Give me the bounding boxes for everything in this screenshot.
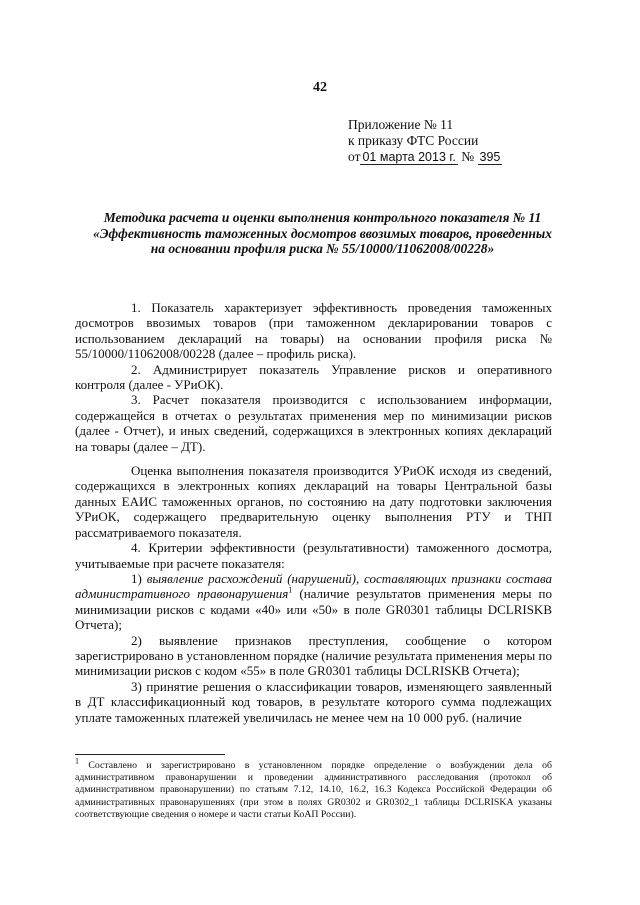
- paragraph-4: Оценка выполнения показателя производится УРиОК исходя из сведений, содержащихся в электронных копиях деклараций на товары Центральной базы данных ЕАИС таможенных органов, по состоянию на дату подготовки заключения УРиОК, содержащего предварительную оценку выполнения РТУ и ТНП рассматриваемого показателя.: [75, 463, 552, 540]
- order-date: 01 марта 2013 г.: [362, 150, 456, 164]
- order-number: 395: [479, 150, 501, 164]
- criterion-1-number: 1): [131, 570, 142, 586]
- paragraph-2: 2. Администрирует показатель Управление рисков и оперативного контроля (далее - УРиОК).: [75, 361, 552, 393]
- footnote-text: Составлено и зарегистрировано в установленном порядке определение о возбуждении дела об административном правонарушении и проведении административного расследования (протокол об административном правонарушении) по статьям 7.12, 14.10, 16.2, 16.3 Кодекса Российской Федерации об административных правонарушениях (при этом в полях GR0302 и GR0302_1 таблицы DCLRISKA указаны соответствующие сведения о номере и части статьи КоАП России).: [75, 760, 552, 820]
- criterion-1-rest: (наличие результатов применения меры по минимизации рисков с кодами «40» или «50» в поле GR0301 таблицы DCLRISKB Отчета);: [75, 586, 552, 633]
- title-line-1: Методика расчета и оценки выполнения контрольного показателя № 11: [103, 210, 542, 225]
- paragraph-3: 3. Расчет показателя производится с использованием информации, содержащейся в отчетах о результатах применения мер по минимизации рисков (далее - Отчет), и иных сведений, содержащихся в электронных копиях деклараций на товары (далее – ДТ).: [75, 392, 552, 454]
- footnote-ref: 1: [288, 585, 293, 595]
- paragraph-1: 1. Показатель характеризует эффективность проведения таможенных досмотров ввозимых товаров (при таможенном декларировании товаров с использованием деклараций на товары) на основании профиля риска № 55/10000/11062008/00228 (далее – профиль риска).: [75, 300, 552, 362]
- footnote: [75, 756, 552, 821]
- page-number: 42: [313, 80, 327, 95]
- appendix-order: к приказу ФТС России: [348, 133, 479, 148]
- appendix-block: [348, 117, 502, 165]
- criterion-3: 3) принятие решения о классификации товаров, изменяющего заявленный в ДТ классификационный код товаров, в результате которого сумма подлежащих уплате таможенных платежей увеличилась не менее чем на 10 000 руб. (наличие: [75, 678, 552, 725]
- document-body: [75, 300, 552, 725]
- criterion-1: [75, 571, 552, 633]
- appendix-title: Приложение № 11: [348, 117, 454, 132]
- footnote-divider: [75, 754, 225, 755]
- paragraph-5: 4. Критерии эффективности (результативности) таможенного досмотра, учитываемые при расчете показателя:: [75, 540, 552, 571]
- title-line-3: на основании профиля риска № 55/10000/11062008/00228»: [150, 241, 495, 256]
- date-prefix: от: [348, 149, 361, 164]
- appendix-date-line: [348, 149, 502, 165]
- title-line-2: «Эффективность таможенных досмотров ввозимых товаров, проведенных: [92, 225, 553, 241]
- criterion-1-emphasis: выявление расхождений (нарушений), составляющих признаки состава административного правонарушения: [75, 570, 552, 602]
- number-prefix: №: [461, 149, 475, 164]
- document-title: [60, 210, 585, 257]
- criterion-2: 2) выявление признаков преступления, сообщение о котором зарегистрировано в установленном порядке (наличие результата применения меры по минимизации рисков с кодом «55» в поле GR0301 таблицы DCLRISKB Отчета);: [75, 632, 552, 679]
- footnote-marker: 1: [75, 756, 79, 766]
